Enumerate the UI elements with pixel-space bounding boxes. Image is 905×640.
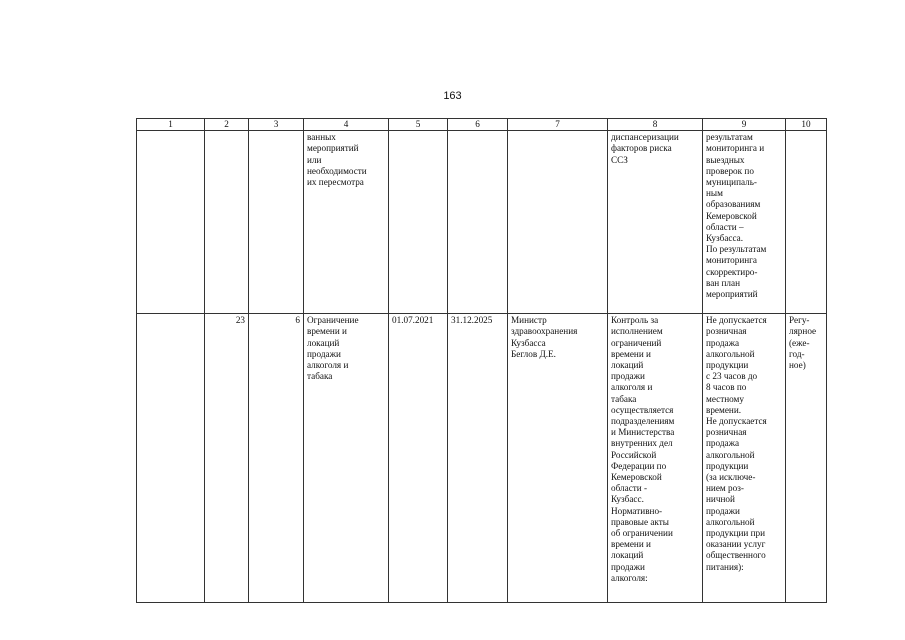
cell-description: диспансеризации факторов риска ССЗ bbox=[608, 131, 703, 314]
cell-row-number bbox=[137, 314, 205, 603]
cell-result: Не допускается розничная продажа алкогольной продукции с 23 часов до 8 часов по местному времени. Не допускается розничная продажа алкогольной продукции (за исключе- нием роз- ничной продажи алкогольной продукции при оказании услуг общественного питания): bbox=[703, 314, 786, 603]
column-header: 5 bbox=[389, 119, 448, 131]
cell-start-date: 01.07.2021 bbox=[389, 314, 448, 603]
column-header: 4 bbox=[304, 119, 389, 131]
cell-frequency: Регу- лярное (еже- год- ное) bbox=[786, 314, 827, 603]
cell-responsible: Министр здравоохранения Кузбасса Беглов Д.Е. bbox=[508, 314, 608, 603]
column-header: 9 bbox=[703, 119, 786, 131]
cell-row-number bbox=[137, 131, 205, 314]
column-header: 8 bbox=[608, 119, 703, 131]
cell-sub-index bbox=[249, 131, 304, 314]
cell-measure: ванных мероприятий или необходимости их пересмотра bbox=[304, 131, 389, 314]
column-header: 7 bbox=[508, 119, 608, 131]
column-header: 1 bbox=[137, 119, 205, 131]
cell-start-date bbox=[389, 131, 448, 314]
cell-description: Контроль за исполнением ограничений времени и локаций продажи алкоголя и табака осуществляется подразделениям и Министерства внутренних дел Российской Федерации по Кемеровской области - Кузбасс. Нормативно- правовые акты об ограничении времени и локаций продажи алкоголя: bbox=[608, 314, 703, 603]
column-number-row bbox=[137, 119, 827, 131]
table-row bbox=[137, 314, 827, 603]
cell-index: 23 bbox=[205, 314, 249, 603]
column-header: 3 bbox=[249, 119, 304, 131]
cell-end-date: 31.12.2025 bbox=[448, 314, 508, 603]
cell-frequency bbox=[786, 131, 827, 314]
table-row bbox=[137, 131, 827, 314]
cell-end-date bbox=[448, 131, 508, 314]
column-header: 10 bbox=[786, 119, 827, 131]
column-header: 2 bbox=[205, 119, 249, 131]
cell-measure: Ограничение времени и локаций продажи алкоголя и табака bbox=[304, 314, 389, 603]
cell-result: результатам мониторинга и выездных проверок по муниципаль- ным образованиям Кемеровской области – Кузбасса. По результатам мониторинга скорректиро- ван план мероприятий bbox=[703, 131, 786, 314]
page-number: 163 bbox=[443, 90, 462, 102]
column-header: 6 bbox=[448, 119, 508, 131]
cell-index bbox=[205, 131, 249, 314]
measures-table bbox=[136, 118, 827, 603]
cell-sub-index: 6 bbox=[249, 314, 304, 603]
cell-responsible bbox=[508, 131, 608, 314]
